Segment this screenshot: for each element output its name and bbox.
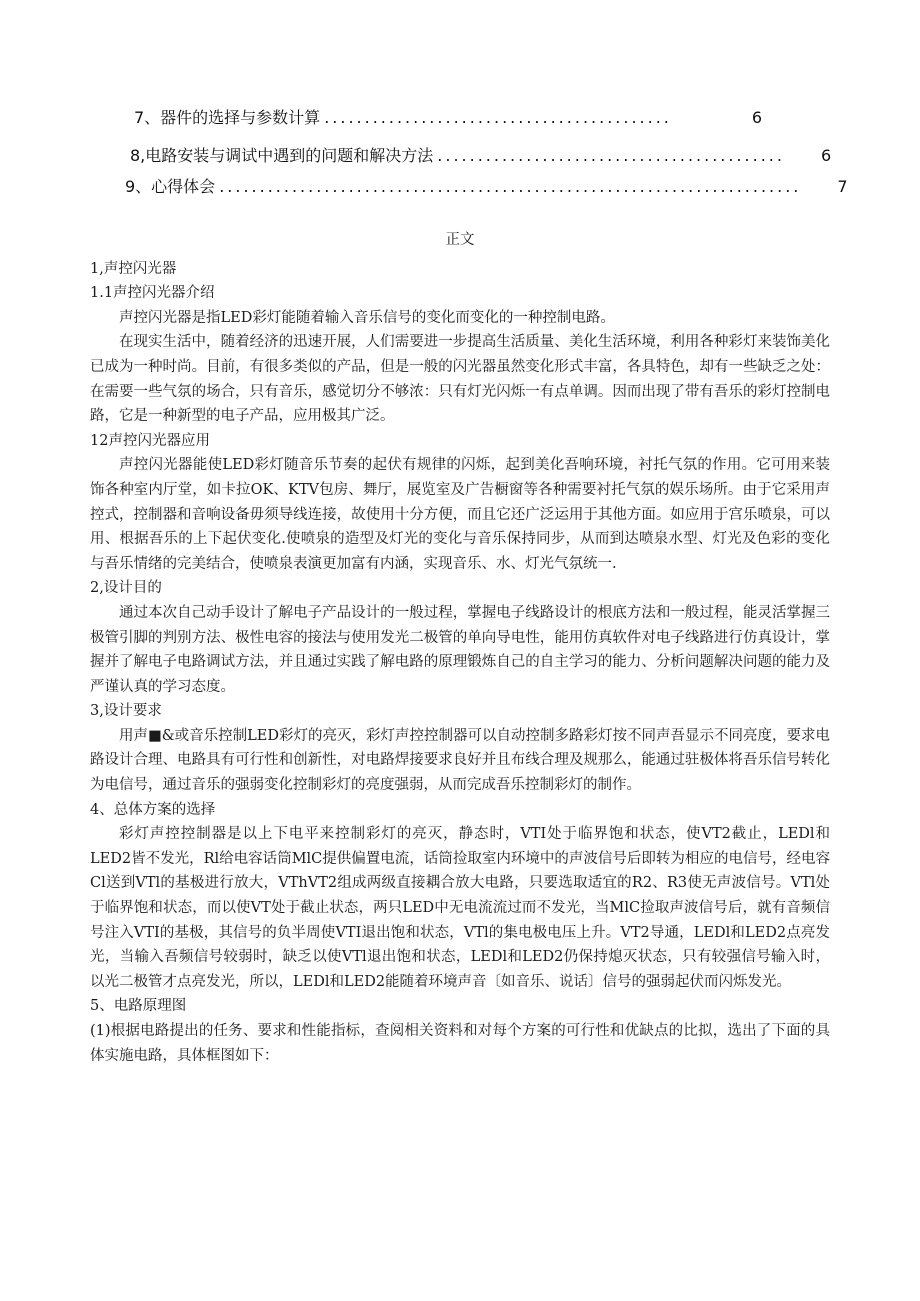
paragraph: 在现实生活中，随着经济的迅速开展，人们需要进一步提高生活质量、美化生活环境，利用各种彩灯来装饰美化已成为一种时尚。目前，有很多类似的产品，但是一般的闪光器虽然变化形式丰富，各具特色，却有一些缺乏之处：在需要一些气氛的场合，只有音乐，感觉切分不够浓：只有灯光闪烁一有点单调。因而出现了带有吾乐的彩灯控制电路，它是一种新型的电子产品，应用极其广泛。 — [90, 334, 830, 425]
section-heading-4: 4、总体方案的选择 — [90, 801, 216, 818]
toc-leader: ........................................................................ — [219, 177, 802, 196]
section-heading-3: 3,设计要求 — [90, 703, 162, 720]
section-heading-1: 1,声控闪光器 — [90, 260, 177, 277]
paragraph: 彩灯声控控制器是以上下电平来控制彩灯的亮灭，静态时，VTI处于临界饱和状态，使VT2截止，LEDl和LED2皆不发光，Rl给电容话筒MlC提供偏置电流，话筒捡取室内环境中的声波信号后即转为相应的电信号，经电容Cl送到VTl的基极进行放大，VThVT2组成两级直接耦合放大电路，只要选取适宜的R2、R3使无声波信号。VTl处于临界饱和状态，而以使VT处于截止状态，两只LED中无电流流过而不发光，当MlC捡取声波信号后，就有音频信号注入VTI的基极，其信号的负半周使VTI退出饱和状态，VTl的集电极电压上升。VT2导通，LEDl和LED2点亮发光，当输入吾频信号较弱时，缺乏以使VTl退出饱和状态，LEDl和LED2仍保持熄灭状态，只有较强信号输入时，以光二极管才点亮发光，所以，LEDl和LED2能随着环境声音〔如音乐、说话〕信号的强弱起伏而闪烁发光。 — [90, 826, 830, 990]
document-body — [90, 228, 830, 1068]
section-heading-1-1: 1.1声控闪光器介绍 — [90, 285, 215, 302]
toc-title: 8,电路安装与调试中遇到的问题和解决方法 — [130, 146, 434, 165]
section-heading-5: 5、电路原理图 — [90, 998, 187, 1015]
section-heading-1-2: 12声控闪光器应用 — [90, 432, 210, 449]
toc-entry[interactable] — [130, 143, 832, 166]
toc-leader: ........................................... — [437, 146, 785, 165]
toc-page: 6 — [820, 146, 832, 165]
paragraph: 用声■&或音乐控制LED彩灯的亮灭，彩灯声控控制器可以自动控制多路彩灯按不同声吾显示不同亮度，要求电路设计合理、电路具有可行性和创新性，对电路焊接要求良好并且布线合理及规那么，能通过驻极体将吾乐信号转化为电信号，通过音乐的强弱变化控制彩灯的亮度强弱，从而完成吾乐控制彩灯的制作。 — [90, 727, 830, 794]
toc-leader: ........................................... — [324, 108, 672, 127]
toc-entry[interactable] — [134, 105, 762, 128]
toc-page: 7 — [837, 177, 848, 196]
section-heading-2: 2,设计目的 — [90, 580, 162, 597]
toc-title: 7、器件的选择与参数计算 — [134, 108, 321, 127]
toc-title: 9、心得体会 — [125, 177, 216, 196]
paragraph: 通过本次自己动手设计了解电子产品设计的一般过程，掌握电子线路设计的根底方法和一般过程，能灵活掌握三极管引脚的判别方法、极性电容的接法与使用发光二极管的单向导电性，能用仿真软件对电子线路进行仿真设计，掌握并了解电子电路调试方法，并且通过实践了解电路的原理锻炼自己的自主学习的能力、分析问题解决问题的能力及严谨认真的学习态度。 — [90, 604, 830, 695]
body-title: 正文 — [445, 232, 475, 248]
toc-entry[interactable] — [125, 174, 848, 197]
paragraph: (1)根据电路提出的任务、要求和性能指标，查阅相关资料和对每个方案的可行性和优缺点的比拟，选出了下面的具体实施电路，具体框图如下： — [90, 1023, 830, 1064]
paragraph: 声控闪光器是指LED彩灯能随着输入音乐信号的变化而变化的一种控制电路。 — [119, 309, 615, 326]
paragraph: 声控闪光器能使LED彩灯随音乐节奏的起伏有规律的闪烁，起到美化吾响环境，衬托气氛的作用。它可用来装饰各种室内厅堂，如卡拉OK、KTV包房、舞厅，展览室及广告橱窗等各种需要衬托气氛的娱乐场所。由于它采用声控式，控制器和音响设备毋须导线连接，故使用十分方便，而且它还广泛运用于其他方面。如应用于宫乐喷泉，可以用、根据吾乐的上下起伏变化.使喷泉的造型及灯光的变化与音乐保持同步，从而到达喷泉水型、灯光及色彩的变化与吾乐情绪的完美结合，使喷泉表演更加富有内涵，实现音乐、水、灯光气氛统一. — [90, 457, 830, 572]
toc-page: 6 — [751, 108, 762, 127]
